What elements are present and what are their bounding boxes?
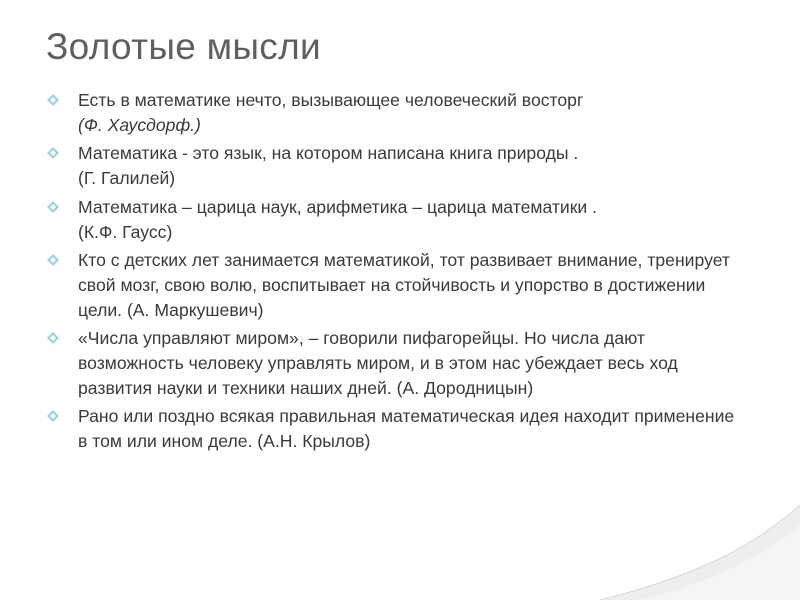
slide-title: Золотые мысли: [46, 26, 321, 67]
quote-item: [47, 326, 747, 400]
quote-author: (Г. Галилей): [78, 168, 176, 189]
quote-text: Кто с детских лет занимается математикой, тот развивает внимание, тренирует свой мозг, свою волю, воспитывает на стойчивость и упорство в достижении цели. (А. Маркушевич): [78, 250, 730, 320]
corner-decoration: [580, 505, 800, 600]
diamond-bullet-icon: [47, 410, 59, 422]
quote-item: [47, 88, 747, 137]
quote-item: [47, 195, 747, 244]
diamond-bullet-icon: [47, 201, 59, 213]
diamond-bullet-icon: [47, 147, 59, 159]
quote-text: Есть в математике нечто, вызывающее человеческий восторг: [78, 90, 584, 110]
quote-item: [47, 404, 747, 453]
diamond-bullet-icon: [47, 94, 59, 106]
quote-list: [47, 88, 747, 458]
quote-item: [47, 248, 747, 322]
diamond-bullet-icon: [47, 332, 59, 344]
quote-author: (К.Ф. Гаусс): [78, 221, 173, 242]
quote-author: (Ф. Хаусдорф.): [78, 114, 201, 135]
quote-text: Математика – царица наук, арифметика – царица математики .: [78, 196, 598, 217]
diamond-bullet-icon: [47, 254, 59, 266]
quote-text: «Числа управляют миром», – говорили пифагорейцы. Но числа дают возможность человеку управлять миром, и в этом нас убеждает весь ход развития науки и техники наших дней. (А. Дородницын): [78, 328, 678, 398]
quote-text: Математика - это язык, на котором написана книга природы .: [78, 143, 579, 164]
quote-text: Рано или поздно всякая правильная математическая идея находит применение в том или ином деле. (А.Н. Крылов): [78, 406, 735, 452]
quote-item: [47, 141, 747, 190]
